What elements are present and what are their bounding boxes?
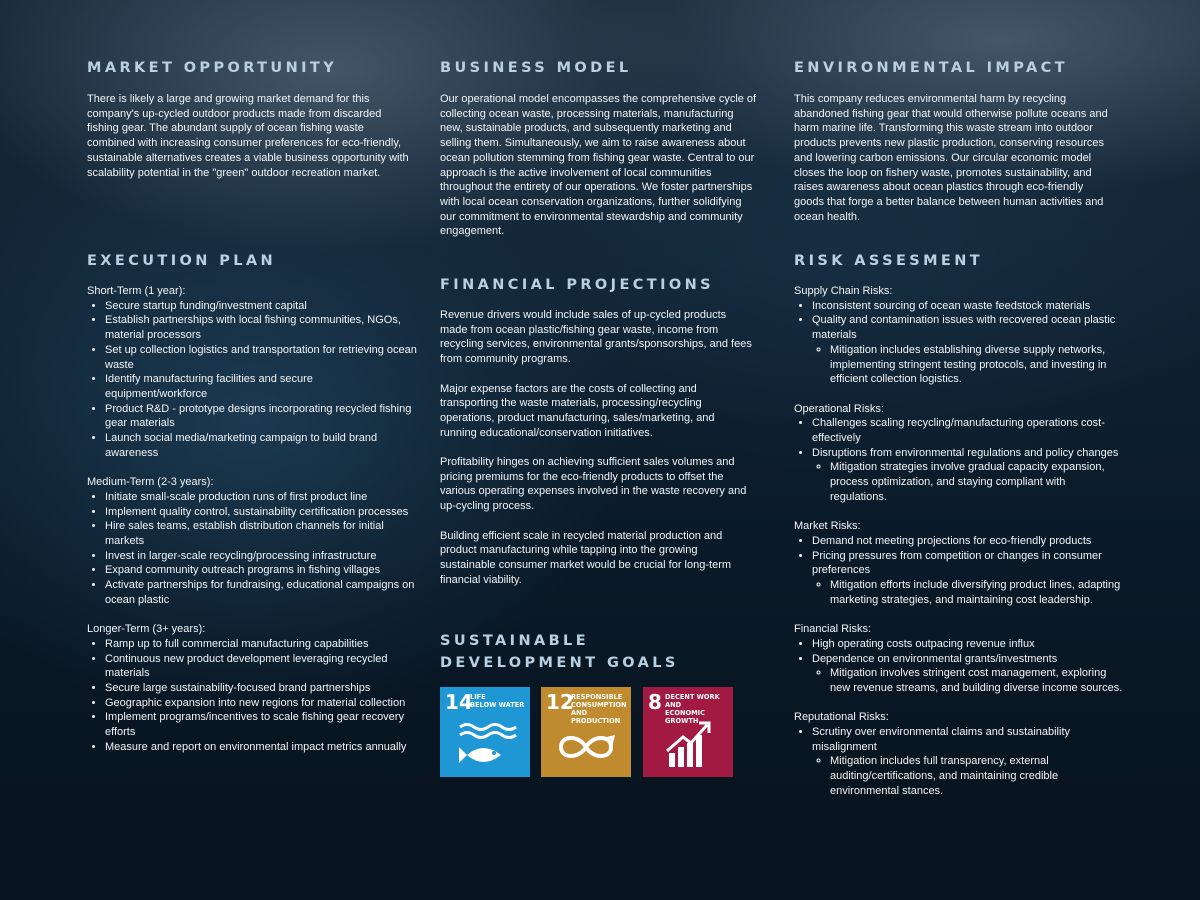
infinity-icon: [541, 725, 631, 775]
longer-term-list: [87, 637, 417, 755]
market-risks-list: [794, 534, 1124, 608]
sdg-label: [571, 693, 631, 725]
sdg-label-line: CONSUMPTION: [571, 701, 627, 709]
sdg-label-line: RESPONSIBLE: [571, 693, 623, 701]
list-item: • Ramp up to full commercial manufacturing capabilities: [105, 637, 417, 652]
list-item: • Secure large sustainability-focused brand partnerships: [105, 681, 417, 696]
financial-projections-heading: FINANCIAL PROJECTIONS: [440, 277, 714, 293]
list-item: • Continuous new product development leveraging recycled materials: [105, 652, 417, 681]
mitigation-item: ◦ Mitigation includes full transparency, external auditing/certifications, and maintaining credible environmental stances.: [830, 754, 1124, 798]
list-item: • Measure and report on environmental impact metrics annually: [105, 740, 417, 755]
sdg-label-line: ECONOMIC GROWTH: [665, 709, 705, 725]
financial-paragraph: Major expense factors are the costs of collecting and transporting the waste materials, processing/recycling operations, product manufacturing, sales/marketing, and running educational/conservation initiatives.: [440, 382, 715, 439]
execution-plan-list: [87, 284, 417, 754]
sdg-number: 12: [546, 690, 574, 714]
sdg-heading-line1: SUSTAINABLE: [440, 633, 589, 649]
financial-risks-heading: Financial Risks:: [794, 623, 872, 636]
list-item: • Establish partnerships with local fishing communities, NGOs, material processors: [105, 313, 417, 342]
sdg-12-tile: [541, 687, 631, 777]
sdg-number: 8: [648, 690, 662, 714]
fish-icon: [440, 717, 530, 777]
mitigation-item: ◦ Mitigation efforts include diversifying product lines, adapting marketing strategies, and maintaining cost leadership.: [830, 578, 1124, 607]
list-item: • Inconsistent sourcing of ocean waste feedstock materials: [812, 299, 1124, 314]
longer-term-heading: Longer-Term (3+ years):: [87, 623, 206, 636]
operational-list: [794, 416, 1124, 504]
sdg-8-tile: [643, 687, 733, 777]
supply-chain-heading: Supply Chain Risks:: [794, 285, 893, 297]
list-item-text: Pricing pressures from competition or changes in consumer preferences: [812, 549, 1102, 577]
sdg-label-line: LIFE: [470, 693, 486, 701]
mitigation-item: ◦ Mitigation strategies involve gradual capacity expansion, process optimization, and staying compliant with regulations.: [830, 460, 1124, 504]
reputational-list: [794, 725, 1124, 799]
list-item: • Geographic expansion into new regions for material collection: [105, 696, 417, 711]
supply-chain-list: [794, 299, 1124, 387]
environmental-impact-heading: ENVIRONMENTAL IMPACT: [794, 60, 1068, 76]
list-item: [812, 446, 1124, 505]
list-item-text: Dependence on environmental grants/investments: [812, 652, 1058, 665]
list-item: • Product R&D - prototype designs incorporating recycled fishing gear materials: [105, 402, 417, 431]
list-item: • Launch social media/marketing campaign to build brand awareness: [105, 431, 417, 460]
list-item: • Invest in larger-scale recycling/processing infrastructure: [105, 549, 417, 564]
market-opportunity-text: There is likely a large and growing market demand for this company's up-cycled outdoor products made from discarded fishing gear. The abundant supply of ocean fishing waste combined with increasing consumer preferences for eco-friendly, sustainable alternatives creates a viable business opportunity with scalability potential in the "green" outdoor recreation market.: [87, 93, 409, 179]
business-model-text: Our operational model encompasses the comprehensive cycle of collecting ocean waste, processing materials, manufacturing new, sustainable products, and subsequently marketing and selling them. Simultaneously, we aim to raise awareness about ocean pollution stemming from fishing gear waste. Central to our approach is the active involvement of local communities throughout the entirety of our operations. We foster partnerships with local ocean conservation organizations, further solidifying our commitment to environmental stewardship and community engagement.: [440, 93, 757, 238]
risk-assessment-heading: RISK ASSESMENT: [794, 253, 984, 269]
sdg-label-line: DECENT WORK AND: [665, 693, 720, 709]
financial-projections-text: [440, 308, 752, 587]
medium-term-heading: Medium-Term (2-3 years):: [87, 476, 214, 489]
market-opportunity-heading: MARKET OPPORTUNITY: [87, 60, 338, 76]
list-item: • Demand not meeting projections for eco-friendly products: [812, 534, 1124, 549]
list-item-text: Quality and contamination issues with recovered ocean plastic materials: [812, 314, 1116, 342]
medium-term-list: [87, 490, 417, 608]
business-model-heading: BUSINESS MODEL: [440, 60, 632, 76]
sdg-heading-line2: DEVELOPMENT GOALS: [440, 655, 679, 671]
short-term-list: [87, 299, 417, 461]
list-item: • Secure startup funding/investment capital: [105, 299, 417, 314]
list-item: • Implement programs/incentives to scale fishing gear recovery efforts: [105, 710, 417, 739]
market-risks-heading: Market Risks:: [794, 520, 861, 533]
list-item: • Identify manufacturing facilities and secure equipment/workforce: [105, 372, 417, 401]
list-item: • High operating costs outpacing revenue influx: [812, 637, 1124, 652]
short-term-heading: Short-Term (1 year):: [87, 285, 186, 297]
execution-plan-heading: EXECUTION PLAN: [87, 253, 277, 269]
sdg-label-line: AND PRODUCTION: [571, 709, 621, 725]
list-item: [812, 725, 1124, 799]
list-item: • Activate partnerships for fundraising, educational campaigns on ocean plastic: [105, 578, 417, 607]
sdg-14-tile: [440, 687, 530, 777]
list-item: [812, 549, 1124, 608]
list-item: [812, 652, 1124, 696]
growth-chart-icon: [643, 715, 733, 775]
list-item: • Implement quality control, sustainability certification processes: [105, 505, 417, 520]
list-item: • Set up collection logistics and transportation for retrieving ocean waste: [105, 343, 417, 372]
reputational-heading: Reputational Risks:: [794, 711, 889, 724]
list-item-text: Disruptions from environmental regulations and policy changes: [812, 446, 1119, 459]
financial-paragraph: Revenue drivers would include sales of up-cycled products made from ocean plastic/fishing gear waste, income from recycling services, environmental grants/sponsorships, and fees from community programs.: [440, 309, 752, 366]
financial-paragraph: Building efficient scale in recycled material production and product manufacturing while tapping into the growing sustainable consumer market would be crucial for long-term financial viability.: [440, 529, 732, 586]
operational-heading: Operational Risks:: [794, 402, 884, 415]
sdg-label: [470, 693, 524, 709]
financial-paragraph: Profitability hinges on achieving sufficient sales volumes and pricing premiums for the eco-friendly products to offset the various operating expenses involved in the waste recovery and up-cycling process.: [440, 456, 747, 513]
sdg-label-line: BELOW WATER: [470, 701, 525, 709]
risk-assessment-list: [794, 284, 1124, 799]
list-item: • Initiate small-scale production runs of first product line: [105, 490, 417, 505]
sdg-number: 14: [445, 690, 473, 714]
mitigation-item: ◦ Mitigation involves stringent cost management, exploring new revenue streams, and building diverse income sources.: [830, 666, 1124, 695]
list-item: • Challenges scaling recycling/manufacturing operations cost-effectively: [812, 416, 1124, 445]
list-item-text: Scrutiny over environmental claims and sustainability misalignment: [812, 726, 1071, 753]
list-item: • Expand community outreach programs in fishing villages: [105, 563, 417, 578]
mitigation-item: ◦ Mitigation includes establishing diverse supply networks, implementing stringent testing protocols, and investing in efficient collection logistics.: [830, 343, 1124, 387]
list-item: [812, 313, 1124, 387]
environmental-impact-text: This company reduces environmental harm by recycling abandoned fishing gear that would otherwise pollute oceans and harm marine life. Transforming this waste stream into outdoor products prevents new plastic production, conserving resources and lowering carbon emissions. Our circular economic model closes the loop on fishery waste, promotes sustainability, and raises awareness about ocean plastics through eco-friendly goods that forge a better balance between human activities and ocean health.: [794, 93, 1108, 223]
financial-risks-list: [794, 637, 1124, 696]
list-item: • Hire sales teams, establish distribution channels for initial markets: [105, 519, 417, 548]
